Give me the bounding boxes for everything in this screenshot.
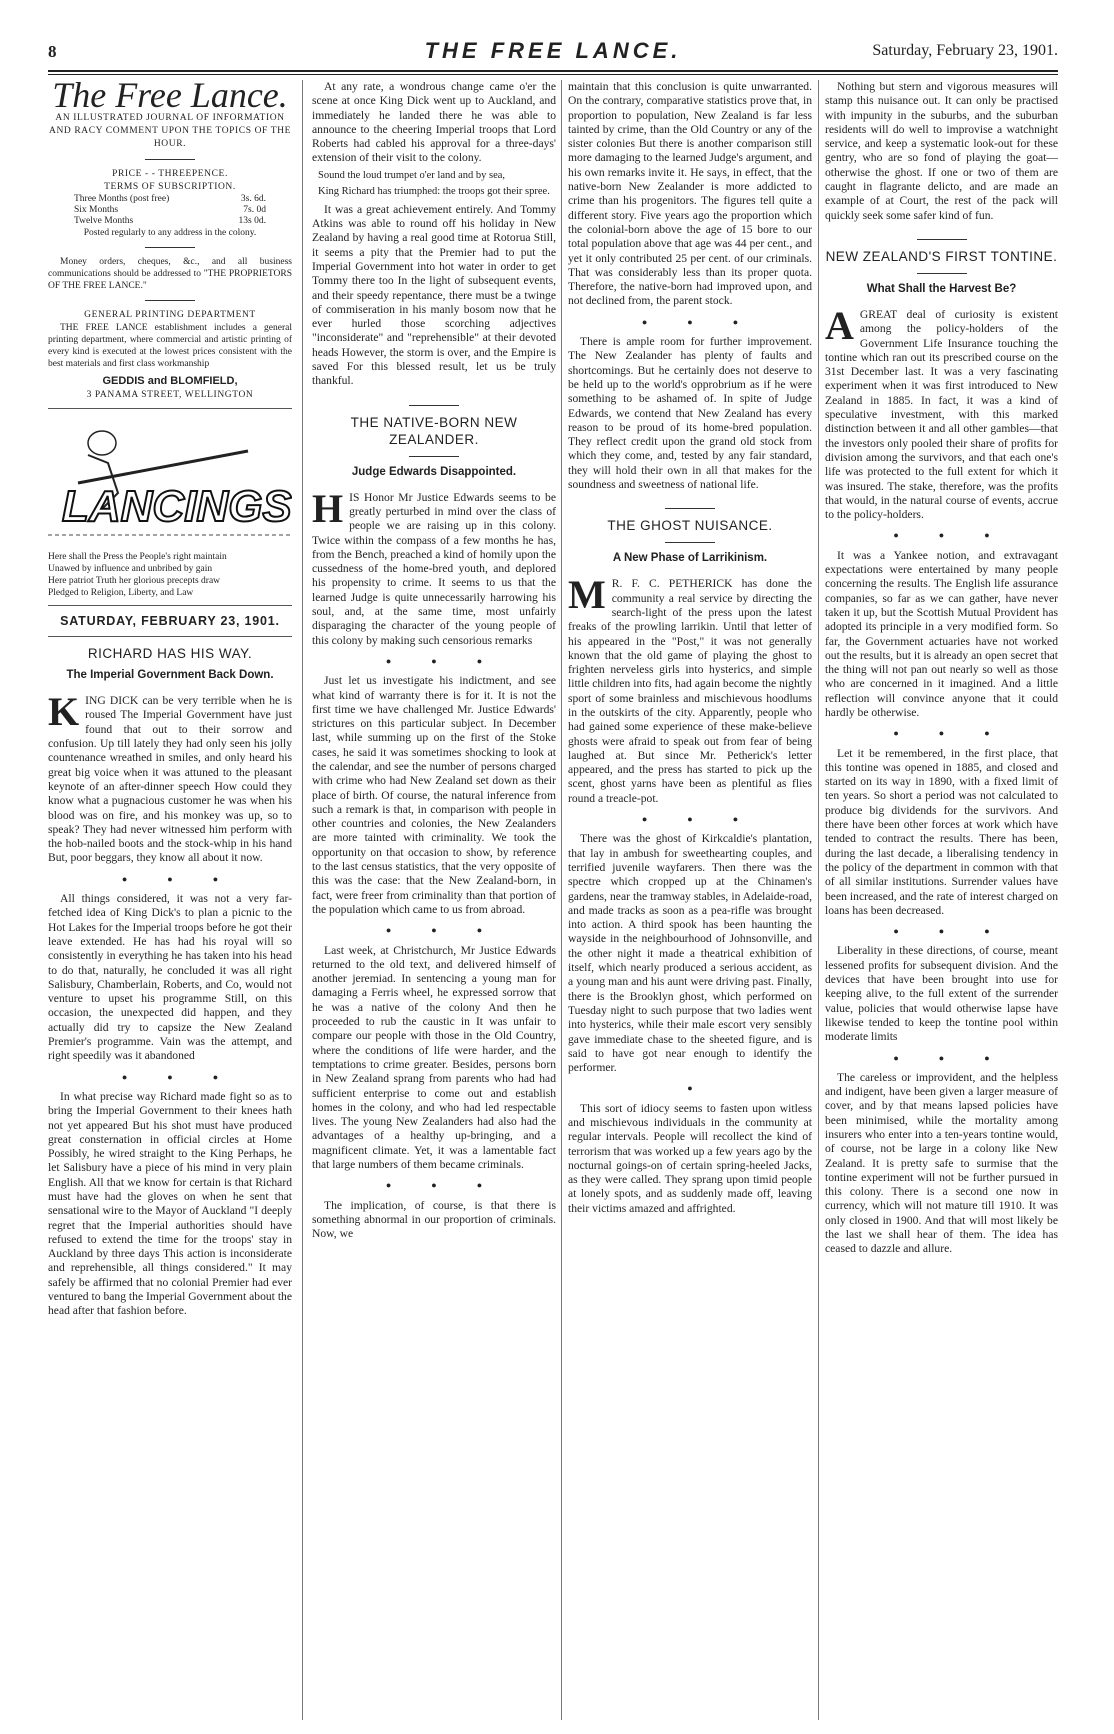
divider — [145, 300, 195, 301]
subscription-price: 3s. 6d. — [240, 194, 266, 205]
lancings-illustration — [48, 423, 292, 543]
divider — [665, 542, 715, 543]
article-paragraph: GREAT deal of curiosity is existent among the policy-holders of the Government Life Insurance touching the tontine which ran out its prescribed course on the 31st December last. It was a very fascinating experiment when it was first introduced to New Zealand in 1885. In fact, it was a kind of speculative investment, with this marked distinction between it and all other gambles—that the investors only pooled their share of profits for division among the survivors, and that each one's life was protected to the full extent for which it was insured. The stake, therefore, was the profits that would, in the natural course of events, accrue to the policy-holders. — [825, 307, 1058, 522]
column-divider — [302, 80, 303, 1720]
column-2 — [312, 80, 556, 1720]
subscription-price: 7s. 0d — [243, 205, 266, 216]
illustration-lettering: LANCINGS — [62, 481, 292, 531]
article-paragraph: All things considered, it was not a very far-fetched idea of King Dick's to plan a picnic to the Hot Lakes for the Imperial troops before he got their leave extended. He has had his royal will so consistently in everything he has taken into his head to do that, naturally, he concluded it was all right Salisbury, Chamberlain, Roberts, and Co, would not venture to upset his programme Still, on this occasion, the unexpected did happen, and they actually did try to capsize the New Zealand Premier's programme. Vain was the attempt, and right speedily was it abandoned — [48, 892, 292, 1063]
subscription-rates — [48, 194, 292, 227]
article-paragraph: IS Honor Mr Justice Edwards seems to be greatly perturbed in mind over the class of people we are raising up in this colony. Twice within the compass of a few months he has, from the Bench, preached a kind of homily upon the cussedness of the home-bred youth, and deplored his propensity to crime. It seems to us that the learned Judge is quite unnecessarily harrowing his soul, and, at the same time, most unfairly disparaging the character of the young people of this colony by making such censorious remarks — [312, 490, 556, 647]
subscription-row — [48, 194, 292, 205]
article-title: THE NATIVE-BORN NEW ZEALANDER. — [350, 414, 518, 447]
posting-note: Posted regularly to any address in the colony. — [83, 228, 257, 239]
article-paragraph: There was the ghost of Kirkcaldie's plantation, that lay in ambush for sweethearting couples, and terrified juvenile wayfarers. Then there was the spectre which cropped up at the Chinamen's gardens, near the tramway stables, in Adelaide-road, and made tracks as soon as a pea-rifle was brought into action. A third spook has been haunting the wayside in the neighbourhood of Johnsonville, and the other night it made a theatrical exhibition of itself, which nearly produced a serious accident, as a young man and his aunt were driving past. Finally, there is the Brooklyn ghost, which performed on Tuesday night to such purpose that two ladies went into hysterics, while their male escort very sensibly gave immediate chase to the sheeted figure, and is said to have got near enough to identify the performer. — [568, 832, 812, 1075]
article-body — [825, 302, 1058, 1257]
issue-date-banner: SATURDAY, FEBRUARY 23, 1901. — [60, 613, 280, 628]
divider — [48, 636, 292, 637]
article-paragraph: Liberality in these directions, of course, meant lessened profits for subsequent division. And the devices that have been brought into use for keeping alive, to the full extent of the surrender value, policies that would otherwise lapse have likewise tended to keep the tontine pool within moderate limits — [825, 944, 1058, 1044]
article-paragraph: In what precise way Richard made fight so as to bring the Imperial Government to their knees hath not yet appeared But his shot must have produced great consternation in official circles at Home Possibly, he wired straight to the King Perhaps, he let Salisbury have a piece of his mind in very plain English. All that we know for certain is that Richard must have had the gloves on when he sent that sensational wire to the Mayor of Auckland "I deeply regret that the Imperial authorities should have refused to extend the time for the troops' stay in Auckland by three days This action is inconsiderate and reprehensible, all things considered." It may safely be affirmed that no colonial Premier had ever ventured to bang the Imperial Government about the head after that fashion before. — [48, 1089, 292, 1318]
article-subtitle: A New Phase of Larrikinism. — [612, 552, 768, 565]
terms-heading: TERMS OF SUBSCRIPTION. — [104, 182, 236, 193]
article-paragraph: R. F. C. PETHERICK has done the community a real service by directing the search-light of the press upon the latest freaks of the prowling larrikin. Until that letter of his appeared in the "Post," it was not generally known that the old game of playing the ghost to frighten nerveless girls into hysterics, and simple little children into fits, had again become the nightly sport of some brainless and mischievous hoodlums in the outskirts of the city. Apparently, people who had gained some experience of these make-believe ghosts were afraid to speak out from fear of being laughed at. But since Mr. Petherick's letter appeared, and the press has started to pick up the scent, ghost yarns have been as plentiful as flies round a treacle-pot. — [568, 577, 812, 805]
section-break: ●●● — [385, 655, 523, 666]
article-paragraph: Let it be remembered, in the first place, that this tontine was opened in 1885, and closed and started on its way in 1890, with a fixed limit of ten years. So short a period was not calculated to produce big dividends for the survivors. And there have been other forces at work which have tended to contract the results. There has been, during the last decade, a liberalising tendency in the policy of the department in common with that of all similar institutions. Surrender values have been increased, and the rate of interest charged on loans has been decreased. — [825, 746, 1058, 917]
page-header — [48, 38, 1058, 68]
business-notice: Money orders, cheques, &c., and all business communications should be addressed to "THE PROPRIETORS OF THE FREE LANCE." — [48, 257, 292, 292]
article-paragraph: Last week, at Christchurch, Mr Justice Edwards returned to the old text, and delivered himself of another jeremiad. In sentencing a young man for damaging a Ferris wheel, he expressed sorrow that he was a native of the colony And then he proceeded to rub the caustic in It was unfair to compare our people with those in the Old Country, where the conditions of life were harder, and the temptations to crime greater. Besides, persons born in New Zealand sprang from parents who had had sufficient enterprise to come out and establish homes in the colony, and who had led respectable lives. The young New Zealanders had also had the advantages of a healthy up-bringing, and a magnificent climate. Yet, it was a lamentable fact that large numbers of them became criminals. — [312, 943, 556, 1171]
lance-icon — [78, 451, 248, 483]
section-break: ●●● — [121, 1071, 259, 1082]
section-break: ● — [687, 1083, 733, 1094]
drop-cap: A — [825, 302, 854, 348]
printer-address: 3 PANAMA STREET, WELLINGTON — [86, 389, 254, 400]
motto-line: Unawed by influence and unbribed by gain — [48, 563, 213, 574]
article-paragraph: There is ample room for further improvement. The New Zealander has plenty of faults and shortcomings. But he certainly does not deserve to be held up to the world's opprobrium as if he were something to be ashamed of. In spite of Judge Edwards, we contend that New Zealand has every reason to be proud of its home-bred population. They reflect credit upon the grand old stock from which they come, and, tested by any fair standard, they will hold their own in all that makes for the soundness and sweetness of national life. — [568, 335, 812, 492]
section-break: ●●● — [121, 873, 259, 884]
subscription-row — [48, 216, 292, 227]
column-divider — [818, 80, 819, 1720]
article-body — [568, 572, 812, 1216]
article-body — [48, 689, 292, 1318]
verse-line: King Richard has triumphed: the troops got their spree. — [318, 186, 550, 198]
motto-line: Pledged to Religion, Liberty, and Law — [48, 587, 194, 598]
motto-verse — [48, 551, 292, 599]
article-paragraph: Nothing but stern and vigorous measures will stamp this nuisance out. It can only be practised with impunity in the suburbs, and the suburban residents will do well to improvise a watchnight service, and keep a systematic look-out for these gentry, who are so fond of playing the goat—otherwise the ghost. If one or two of them are caught in flagrante delicto, and are made an example of at Court, the rest of the pack will quickly seek some safer kind of fun. — [825, 80, 1058, 222]
article-paragraph: It was a Yankee notion, and extravagant expectations were entertained by many people concerning the results. The English life assurance companies, so far as we can gather, have never taken it up, but the Scottish Mutual Provident has adopted its principle in a very modified form. So far, the Government actuaries have not worked out the results, but it is already an open secret that the thing will not pan out nearly so well as those who are concerned in it imagined. And a little reflection will convince anyone that it could hardly be otherwise. — [825, 548, 1058, 719]
article-paragraph: The implication, of course, is that there is something abnormal in our proportion of criminals. Now, we — [312, 1198, 556, 1241]
article-title: THE GHOST NUISANCE. — [607, 518, 773, 534]
column-3 — [568, 80, 812, 1720]
printing-heading: GENERAL PRINTING DEPARTMENT — [84, 310, 256, 321]
publication-logo: The Free Lance. — [52, 80, 288, 115]
verse-line: Sound the loud trumpet o'er land and by sea, — [318, 169, 506, 181]
article-body — [312, 485, 556, 1242]
drop-cap: M — [568, 572, 606, 618]
article-paragraph: It was a great achievement entirely. And Tommy Atkins was able to round off his holiday in New Zealand by having a real good time at Rotorua Still, it seems a pity that the Premier had to put the Imperial Government into hot water in order to get Tommy there too In the light of subsequent events, and their speedy repentance, there must be a twinge of commiseration in his manly bosom now that he ever hurled those scorching adjectives "inconsiderate" and "reprehensible" at their devoted heads However, the storm is over, and the Empire is saved For this blessed result, let us be truly thankful. — [312, 202, 556, 388]
divider — [665, 508, 715, 509]
article-subtitle: Judge Edwards Disappointed. — [351, 465, 517, 478]
motto-line: Here shall the Press the People's right maintain — [48, 551, 227, 562]
article-subtitle: What Shall the Harvest Be? — [866, 282, 1017, 295]
subscription-period: Twelve Months — [74, 216, 134, 227]
subscription-period: Six Months — [74, 205, 119, 216]
article-title: NEW ZEALAND'S FIRST TONTINE. — [825, 248, 1058, 264]
section-break: ●●● — [893, 926, 1030, 937]
subscription-period: Three Months (post free) — [74, 194, 170, 205]
header-rule-thin — [48, 74, 1058, 75]
divider — [48, 408, 292, 409]
column-1 — [48, 80, 292, 1720]
section-break: ●●● — [893, 530, 1030, 541]
section-break: ●●● — [893, 728, 1030, 739]
figure-head-icon — [88, 431, 116, 455]
divider — [409, 456, 459, 457]
section-break: ●●● — [385, 1180, 523, 1191]
publication-tagline: AN ILLUSTRATED JOURNAL OF INFORMATION AND RACY COMMENT UPON THE TOPICS OF THE HOUR. — [48, 113, 292, 150]
printing-notice: THE FREE LANCE establishment includes a general printing department, where commercial and artistic printing of every kind is executed at the lowest prices consistent with the best materials and first class workmanship — [48, 323, 292, 370]
divider — [48, 605, 292, 606]
article-paragraph: At any rate, a wondrous change came o'er the scene at once King Dick went up to Auckland, and immediately he landed there he was able to announce to the cheering Imperial troops that Lord Roberts had cabled his approval for a three-days' extension of their visit to the colony. — [312, 80, 556, 165]
divider — [145, 159, 195, 160]
drop-cap: H — [312, 485, 344, 531]
motto-line: Here patriot Truth her glorious precepts draw — [48, 575, 221, 586]
section-break: ●●● — [641, 316, 779, 327]
divider — [145, 247, 195, 248]
subscription-price: 13s 0d. — [238, 216, 266, 227]
section-break: ●●● — [385, 925, 523, 936]
column-4 — [825, 80, 1058, 1720]
divider — [917, 239, 967, 240]
article-paragraph: The careless or improvident, and the helpless and indigent, have been given a larger measure of cover, and by that means lapsed policies have been minimised, while the mortality among insurers who enter into a ten-years tontine would, of course, not be large in a colony like New Zealand. It is pretty safe to surmise that the tontine experiment will not be further pursued in this colony. There is a second one now in currency, which will not mature till 1910. It was only closed in 1900. And that will most likely be the last we shall hear of them. The idea has ceased to dazzle and allure. — [825, 1070, 1058, 1256]
section-break: ●●● — [641, 814, 779, 825]
article-paragraph: This sort of idiocy seems to fasten upon witless and mischievous individuals in the community at regular intervals. People will recollect the kind of terrorism that was worked up a few years ago by the nocturnal goings-on of certain spring-heeled Jacks, as they were called. They sprang upon timid people at lonely spots, and as suddenly made off, leaving their victims amazed and affrighted. — [568, 1101, 812, 1215]
article-paragraph: Just let us investigate his indictment, and see what kind of warranty there is for it. It is not the first time we have challenged Mr. Justice Edwards' strictures on this particular subject. In December last, while summing up on the first of the Stoke cases, he said it was sometimes shocking to look at the calendar, and see the number of persons charged with crime who had New Zealand set down as their place of birth. Of course, the natural inference from such a remark is that, in comparison with people in other countries and colonies, the New Zealanders are more tainted with criminality. We took the opportunity on that occasion to show, by reference to the last census statistics, that the very opposite of this was the case: that the New Zealand-born, in fact, were freer from criminality than that portion of the population which came to us from abroad. — [312, 674, 556, 916]
section-break: ●●● — [893, 1052, 1030, 1063]
issue-dateline: Saturday, February 23, 1901. — [872, 42, 1058, 59]
article-title: RICHARD HAS HIS WAY. — [87, 646, 253, 662]
header-rule — [48, 70, 1058, 72]
page-number: 8 — [48, 42, 57, 61]
article-paragraph: ING DICK can be very terrible when he is roused The Imperial Government have just found that out to their sorrow and confusion. Up till lately they had only seen his jolly countenance wreathed in smiles, and only heard his great big voice when it was attuned to the pleasant keynote of an after-dinner speech How could they know what a pugnacious customer he was when his blood was on fire, and his monkey was up, so to speak? They had never witnessed him perform with the hob-nailed boots and the stock-whip in his hand But, poor beggars, they know all about it now. — [48, 694, 292, 865]
column-divider — [561, 80, 562, 1720]
drop-cap: K — [48, 689, 80, 735]
divider — [917, 273, 967, 274]
verse-quote — [312, 170, 556, 199]
article-paragraph: maintain that this conclusion is quite unwarranted. On the contrary, comparative statistics prove that, in proportion to population, New Zealand is far less tainted by crime, than the Old Country or any of the sister colonies But there is another comparison still more damaging to the learned Judge's argument, and his own remarks invite it. He says, in effect, that the native-born New Zealander is more addicted to crime than his progenitors. The figures tell quite a different story. Five years ago the proportion which the colonial-born above the age of 15 bore to our total population above that age was 44 per cent., and yet it only contributed 25 per cent. of our criminals. That was considerably less than its proper quota. Therefore, the native-born had improved upon, and not declined from, the parent stock. — [568, 80, 812, 308]
article-subtitle: The Imperial Government Back Down. — [66, 669, 274, 682]
masthead-title: THE FREE LANCE. — [424, 38, 682, 63]
printer-firm: GEDDIS and BLOMFIELD, — [102, 375, 238, 388]
divider — [409, 405, 459, 406]
subscription-row — [48, 205, 292, 216]
price-line: PRICE - - THREEPENCE. — [112, 169, 228, 180]
